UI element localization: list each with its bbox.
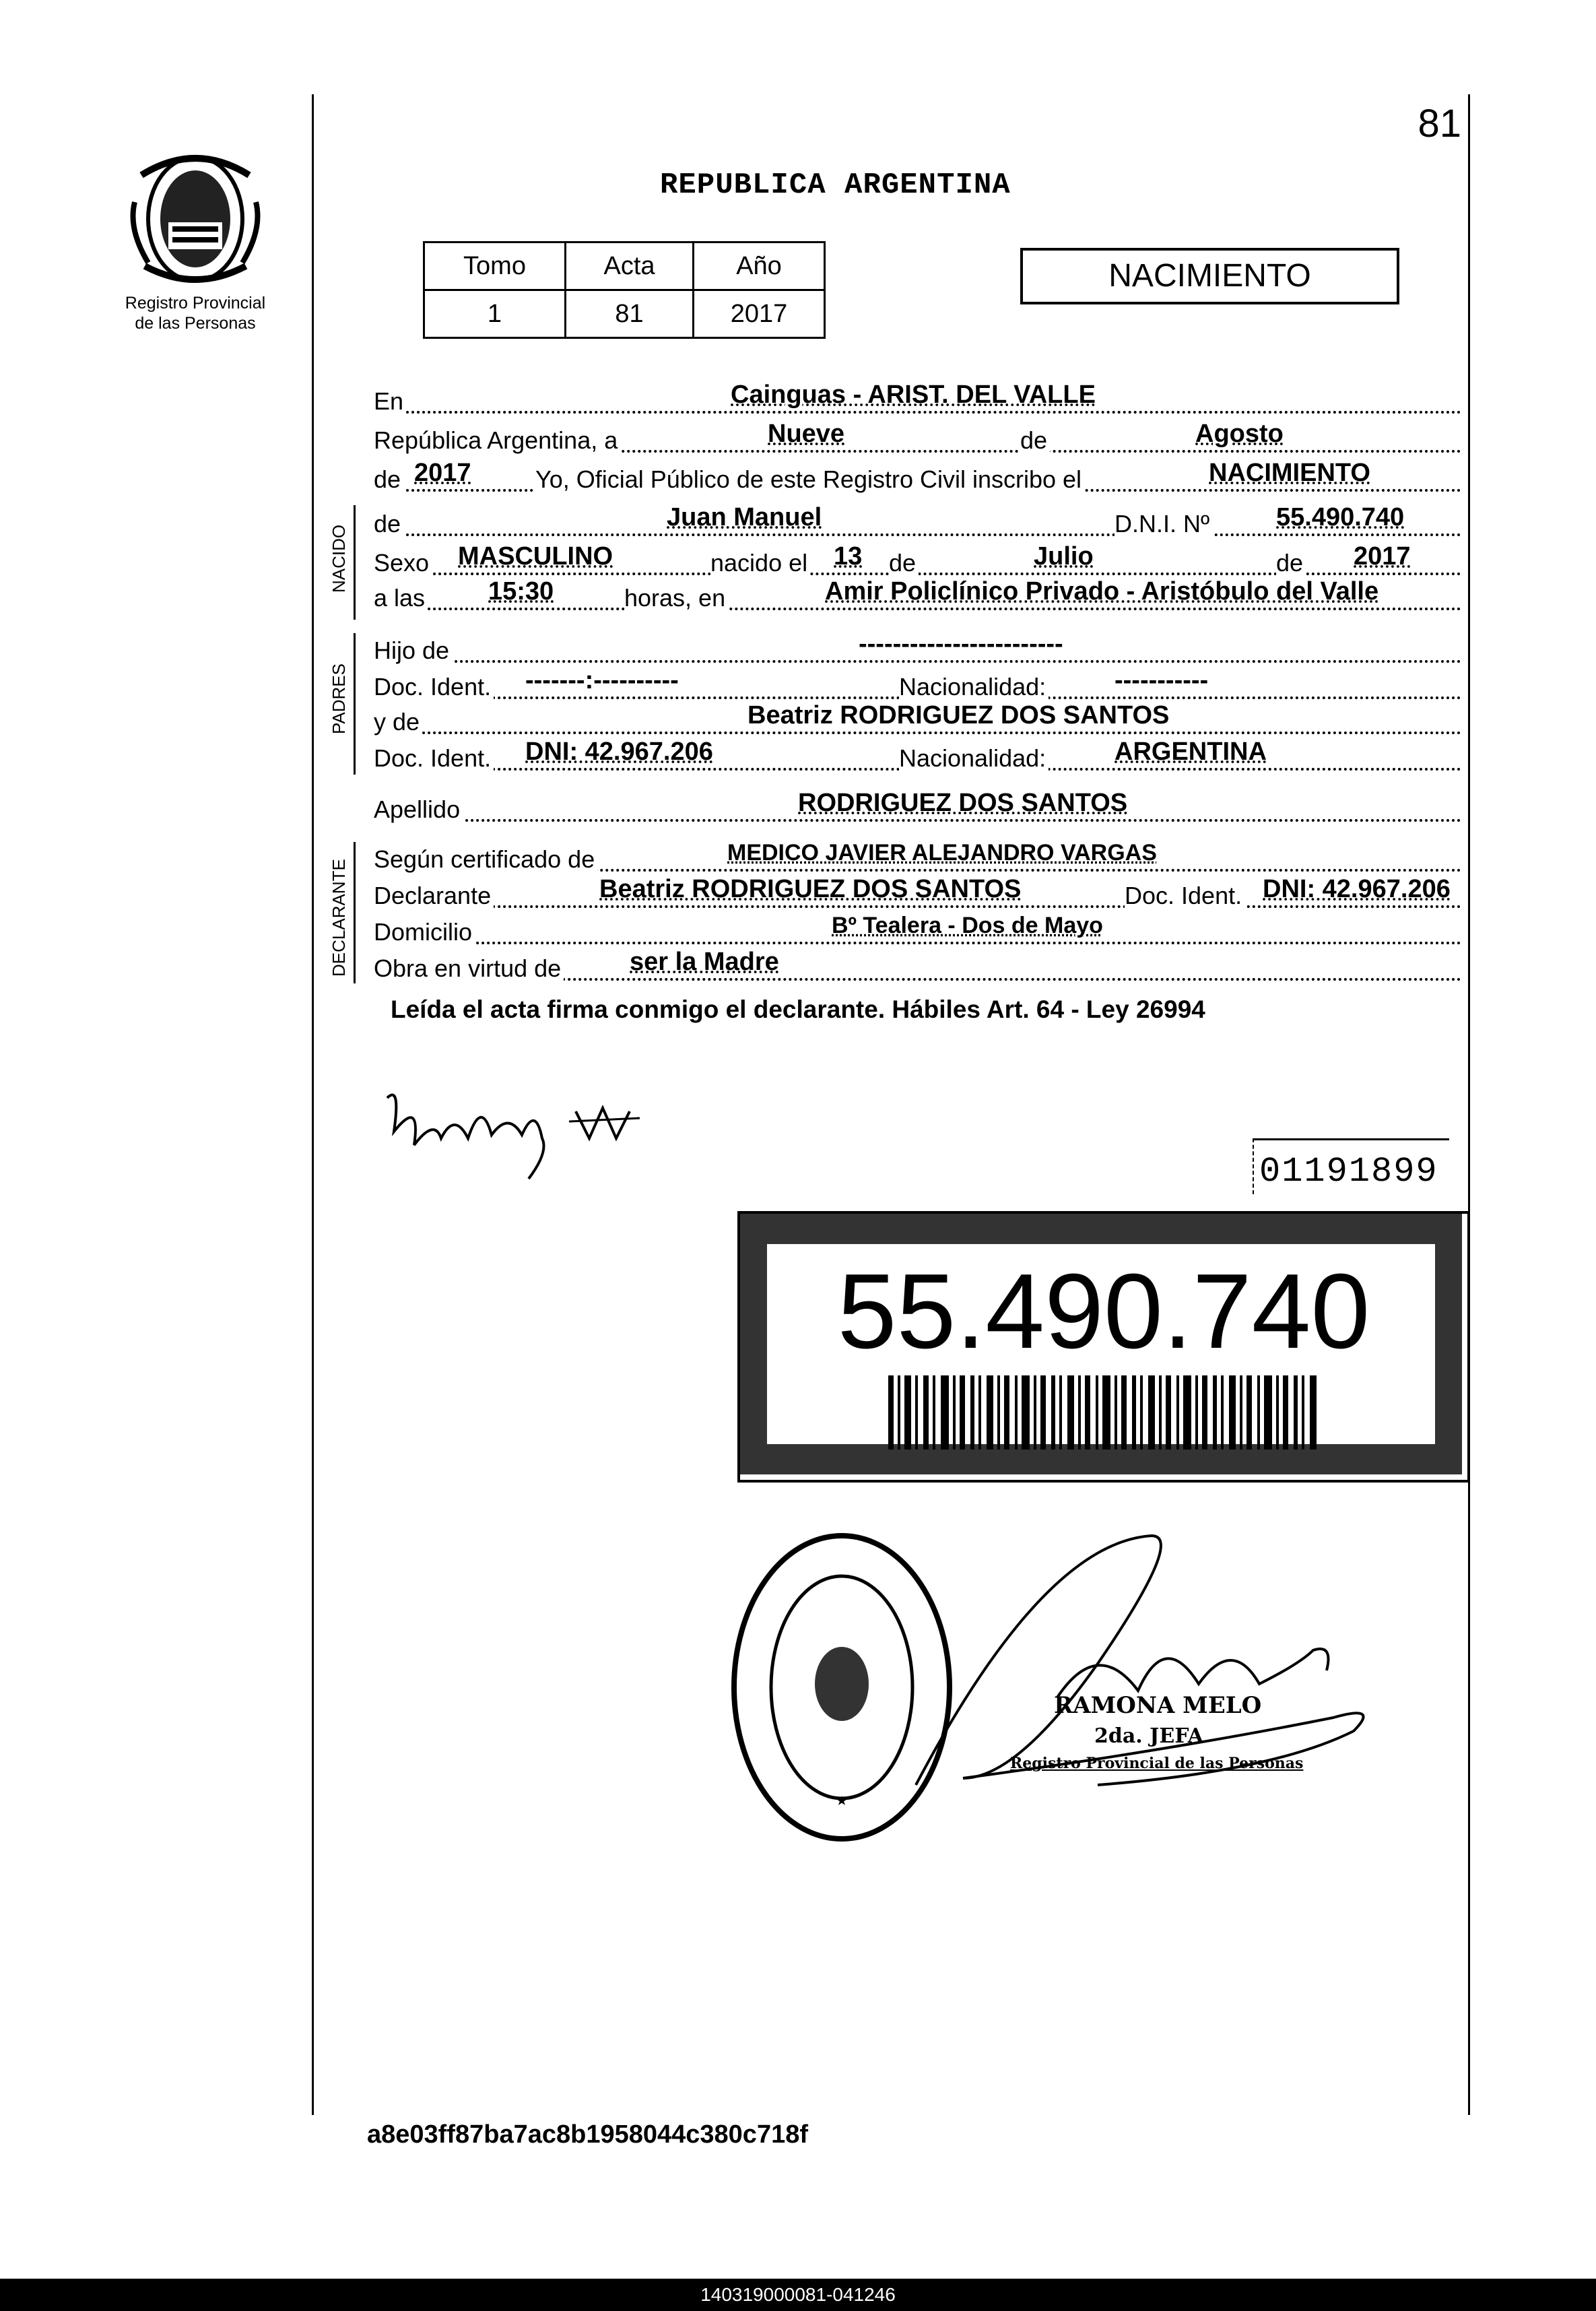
row-anio [374, 459, 1461, 497]
nac1-value: ----------- [1115, 666, 1209, 694]
footer-code: 140319000081-041246 [0, 2279, 1596, 2311]
row-hora [374, 577, 1461, 616]
barcode-icon [888, 1375, 1319, 1450]
doc1-label: Doc. Ident. [374, 670, 494, 705]
madre-value: Beatriz RODRIGUEZ DOS SANTOS [747, 701, 1170, 729]
page-number: 81 [1418, 102, 1461, 145]
nombre-label: de [374, 507, 403, 542]
nombre-value: Juan Manuel [667, 503, 822, 531]
doc2-label: Doc. Ident. [374, 741, 494, 776]
horas-label: horas, en [624, 581, 728, 616]
stamp-code: 01191899 [1259, 1152, 1438, 1192]
dia-value: Nueve [768, 420, 845, 448]
acta-table [423, 241, 826, 339]
row-en [374, 381, 1461, 419]
lugar-value: Amir Policlínico Privado - Aristóbulo del Valle [825, 577, 1379, 606]
hora-label: a las [374, 581, 428, 616]
decl-value: Beatriz RODRIGUEZ DOS SANTOS [599, 875, 1022, 903]
tomo-header: Tomo [424, 242, 566, 290]
row-apellido [374, 789, 1461, 827]
de-label4: de [1276, 546, 1306, 581]
tipo-value: NACIMIENTO [1209, 459, 1370, 487]
domicilio-label: Domicilio [374, 915, 475, 950]
acta-value: 81 [566, 290, 694, 338]
document-hash: a8e03ff87ba7ac8b1958044c380c718f [367, 2120, 808, 2149]
doc2-value: DNI: 42.967.206 [525, 738, 713, 766]
dni-sticker [737, 1211, 1470, 1483]
decl-doc-value: DNI: 42.967.206 [1263, 875, 1451, 903]
registry-logo [114, 148, 276, 333]
row-republica [374, 420, 1461, 458]
cert-label: Según certificado de [374, 842, 597, 877]
anio-value: 2017 [694, 290, 825, 338]
record-type-box: NACIMIENTO [1020, 248, 1399, 304]
declarante-signature [374, 1071, 724, 1185]
domicilio-value: Bº Tealera - Dos de Mayo [832, 913, 1103, 938]
en-value: Cainguas - ARIST. DEL VALLE [731, 381, 1096, 409]
row-nombre [374, 503, 1461, 542]
dni-value: 55.490.740 [1276, 503, 1405, 531]
province-seal-icon [128, 148, 263, 290]
sexo-label: Sexo [374, 546, 432, 581]
page-title: REPUBLICA ARGENTINA [660, 168, 1011, 202]
side-label-nacido: NACIDO [329, 524, 349, 593]
obra-value: ser la Madre [630, 948, 779, 976]
mes-value: Agosto [1195, 420, 1284, 448]
oficial-text: Yo, Oficial Público de este Registro Civil inscribo el [535, 462, 1084, 497]
dni-sticker-number: 55.490.740 [837, 1252, 1370, 1371]
nacido-divider [354, 505, 356, 620]
anio-value: 2017 [414, 459, 471, 487]
apellido-value: RODRIGUEZ DOS SANTOS [798, 789, 1128, 817]
nac1-label: Nacionalidad: [899, 670, 1049, 705]
decl-label: Declarante [374, 878, 494, 913]
nac2-value: ARGENTINA [1115, 738, 1267, 766]
hijo-value: ------------------------ [859, 630, 1063, 658]
declarante-divider [354, 842, 356, 983]
row-obra [374, 948, 1461, 986]
signature-legend: Leída el acta firma conmigo el declarante. Hábiles Art. 64 - Ley 26994 [391, 996, 1205, 1023]
yde-label: y de [374, 705, 422, 740]
dni-label: D.N.I. Nº [1115, 507, 1212, 542]
cert-value: MEDICO JAVIER ALEJANDRO VARGAS [727, 840, 1157, 866]
official-role: 2da. JEFA [1094, 1724, 1204, 1748]
registry-label-line2: de las Personas [135, 314, 256, 333]
obra-label: Obra en virtud de [374, 951, 564, 986]
republica-label: República Argentina, a [374, 423, 620, 458]
official-org: Registro Provincial de las Personas [1010, 1755, 1304, 1772]
de-label3: de [889, 546, 919, 581]
side-label-declarante: DECLARANTE [329, 859, 349, 977]
hijo-label: Hijo de [374, 633, 452, 668]
nacido-label: nacido el [710, 546, 810, 581]
acta-header: Acta [566, 242, 694, 290]
apellido-label: Apellido [374, 792, 463, 827]
row-doc2 [374, 738, 1461, 776]
de-label: de [1020, 423, 1050, 458]
right-margin-line [1468, 94, 1470, 2115]
anio-header: Año [694, 242, 825, 290]
hora-value: 15:30 [488, 577, 554, 606]
en-label: En [374, 384, 406, 419]
sexo-value: MASCULINO [458, 542, 613, 571]
side-label-padres: PADRES [329, 663, 349, 734]
decl-doc-label: Doc. Ident. [1125, 878, 1244, 913]
nac-mes: Julio [1034, 542, 1094, 571]
registry-label-line1: Registro Provincial [125, 294, 266, 313]
tomo-value: 1 [424, 290, 566, 338]
nac-anio: 2017 [1354, 542, 1411, 571]
official-name: RAMONA MELO [1054, 1692, 1262, 1719]
padres-divider [354, 633, 356, 775]
left-margin-line [312, 94, 314, 2115]
de-label2: de [374, 462, 403, 497]
row-domicilio [374, 915, 1461, 950]
nac-dia: 13 [834, 542, 863, 571]
nac2-label: Nacionalidad: [899, 741, 1049, 776]
doc1-value: -------:---------- [525, 666, 679, 694]
